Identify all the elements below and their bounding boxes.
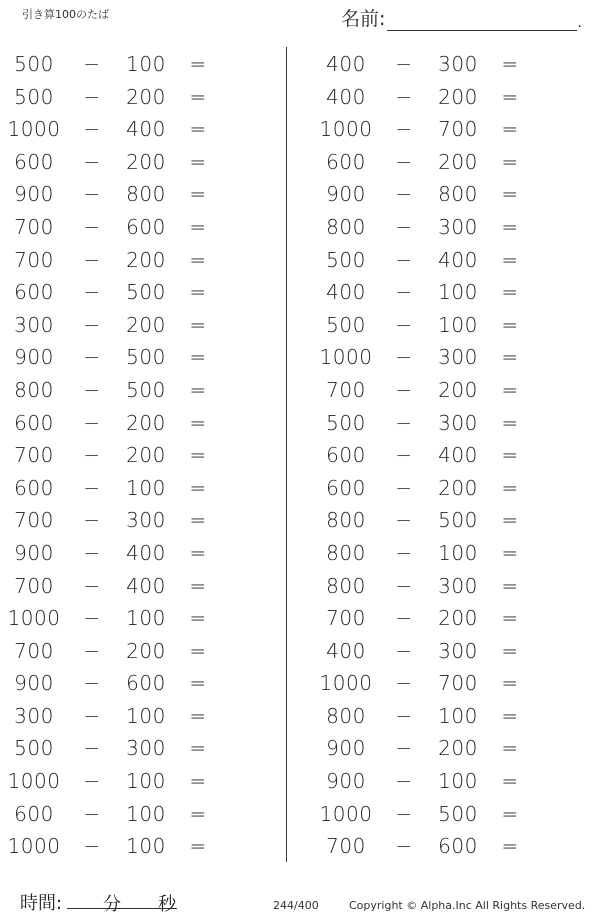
equals-sign: = — [189, 410, 207, 435]
equals-sign: = — [501, 671, 519, 696]
minuend: 700 — [14, 214, 54, 239]
problem-row — [312, 341, 600, 374]
minuend: 700 — [326, 606, 366, 631]
problem-row — [0, 113, 290, 146]
problem-row — [0, 81, 290, 114]
minus-sign: − — [395, 508, 413, 533]
equals-sign: = — [189, 703, 207, 728]
minuend: 400 — [326, 280, 366, 305]
minuend: 700 — [14, 573, 54, 598]
minus-sign: − — [395, 84, 413, 109]
problem-row — [0, 211, 290, 244]
name-area — [341, 4, 582, 31]
subtrahend: 200 — [126, 149, 166, 174]
subtrahend: 500 — [126, 345, 166, 370]
subtrahend: 200 — [126, 443, 166, 468]
subtrahend: 400 — [126, 540, 166, 565]
minuend: 800 — [326, 540, 366, 565]
problem-row — [0, 244, 290, 277]
minus-sign: − — [83, 312, 101, 337]
subtrahend: 300 — [438, 573, 478, 598]
minus-sign: − — [83, 214, 101, 239]
problem-row — [312, 113, 600, 146]
minuend: 800 — [326, 214, 366, 239]
problem-row — [312, 537, 600, 570]
equals-sign: = — [501, 117, 519, 142]
problem-row — [0, 178, 290, 211]
minuend: 800 — [326, 573, 366, 598]
subtrahend: 400 — [126, 573, 166, 598]
minuend: 400 — [326, 638, 366, 663]
minuend: 500 — [326, 247, 366, 272]
minuend: 600 — [14, 475, 54, 500]
subtrahend: 100 — [126, 52, 166, 76]
minus-sign: − — [83, 410, 101, 435]
minuend: 1000 — [319, 671, 373, 696]
minus-sign: − — [395, 834, 413, 859]
equals-sign: = — [501, 182, 519, 207]
minus-sign: − — [83, 769, 101, 794]
subtrahend: 200 — [438, 377, 478, 402]
problem-row — [312, 798, 600, 831]
subtrahend: 500 — [438, 508, 478, 533]
time-label: 時間: — [20, 893, 63, 914]
problem-row — [312, 244, 600, 277]
minus-sign: − — [83, 247, 101, 272]
equals-sign: = — [501, 312, 519, 337]
minuend: 800 — [14, 377, 54, 402]
problem-row — [0, 732, 290, 765]
subtrahend: 200 — [126, 638, 166, 663]
minuend: 500 — [14, 736, 54, 761]
minus-sign: − — [83, 834, 101, 859]
minus-sign: − — [83, 280, 101, 305]
minuend: 900 — [326, 182, 366, 207]
minus-sign: − — [395, 149, 413, 174]
subtrahend: 300 — [438, 638, 478, 663]
equals-sign: = — [501, 736, 519, 761]
subtrahend: 600 — [126, 671, 166, 696]
minus-sign: − — [395, 443, 413, 468]
equals-sign: = — [501, 52, 519, 76]
equals-sign: = — [501, 377, 519, 402]
subtrahend: 100 — [438, 769, 478, 794]
subtrahend: 300 — [438, 345, 478, 370]
equals-sign: = — [189, 345, 207, 370]
minus-sign: − — [395, 247, 413, 272]
equals-sign: = — [501, 508, 519, 533]
problem-row — [312, 211, 600, 244]
minus-sign: − — [395, 410, 413, 435]
problem-row — [0, 146, 290, 179]
minus-sign: − — [395, 638, 413, 663]
problem-row — [0, 374, 290, 407]
problem-row — [312, 48, 600, 81]
problem-row — [0, 276, 290, 309]
equals-sign: = — [189, 312, 207, 337]
equals-sign: = — [501, 247, 519, 272]
minuend: 800 — [326, 703, 366, 728]
minuend: 900 — [326, 736, 366, 761]
minus-sign: − — [395, 475, 413, 500]
equals-sign: = — [501, 345, 519, 370]
minuend: 600 — [326, 475, 366, 500]
minus-sign: − — [395, 280, 413, 305]
subtrahend: 300 — [438, 410, 478, 435]
minuend: 900 — [326, 769, 366, 794]
minuend: 900 — [14, 182, 54, 207]
minus-sign: − — [395, 117, 413, 142]
equals-sign: = — [189, 149, 207, 174]
subtrahend: 200 — [126, 410, 166, 435]
minuend: 700 — [14, 443, 54, 468]
problem-row — [0, 570, 290, 603]
subtrahend: 200 — [438, 84, 478, 109]
minus-sign: − — [83, 801, 101, 826]
subtrahend: 700 — [438, 117, 478, 142]
name-end-mark: . — [577, 15, 582, 31]
subtrahend: 100 — [126, 475, 166, 500]
minuend: 400 — [326, 52, 366, 76]
minuend: 700 — [14, 508, 54, 533]
minuend: 700 — [14, 638, 54, 663]
subtrahend: 100 — [438, 703, 478, 728]
minus-sign: − — [83, 475, 101, 500]
minus-sign: − — [83, 638, 101, 663]
minus-sign: − — [395, 540, 413, 565]
problem-row — [312, 472, 600, 505]
problem-row — [312, 178, 600, 211]
subtrahend: 800 — [126, 182, 166, 207]
subtrahend: 200 — [126, 312, 166, 337]
minuend: 700 — [326, 377, 366, 402]
minus-sign: − — [83, 345, 101, 370]
subtrahend: 600 — [438, 834, 478, 859]
equals-sign: = — [501, 834, 519, 859]
minus-sign: − — [395, 801, 413, 826]
equals-sign: = — [501, 638, 519, 663]
minuend: 1000 — [319, 117, 373, 142]
equals-sign: = — [189, 214, 207, 239]
problem-row — [312, 276, 600, 309]
problem-row — [0, 504, 290, 537]
problem-row — [312, 570, 600, 603]
minuend: 1000 — [7, 606, 61, 631]
minuend: 300 — [14, 703, 54, 728]
equals-sign: = — [189, 377, 207, 402]
minuend: 500 — [14, 84, 54, 109]
problem-row — [0, 700, 290, 733]
problem-row — [0, 635, 290, 668]
minuend: 1000 — [7, 769, 61, 794]
subtrahend: 500 — [126, 377, 166, 402]
minuend: 1000 — [319, 345, 373, 370]
minuend: 700 — [14, 247, 54, 272]
problem-row — [312, 146, 600, 179]
problem-row — [312, 374, 600, 407]
minus-sign: − — [395, 736, 413, 761]
subtrahend: 200 — [438, 475, 478, 500]
minuend: 1000 — [319, 801, 373, 826]
minus-sign: − — [395, 377, 413, 402]
equals-sign: = — [501, 703, 519, 728]
problem-row — [0, 439, 290, 472]
subtrahend: 700 — [438, 671, 478, 696]
equals-sign: = — [189, 736, 207, 761]
equals-sign: = — [501, 573, 519, 598]
left-problem-column — [0, 48, 290, 863]
minus-sign: − — [83, 508, 101, 533]
equals-sign: = — [501, 475, 519, 500]
subtrahend: 400 — [438, 443, 478, 468]
name-label: 名前: — [341, 8, 386, 30]
equals-sign: = — [189, 84, 207, 109]
minuend: 500 — [14, 52, 54, 76]
problem-row — [312, 635, 600, 668]
equals-sign: = — [501, 443, 519, 468]
minus-sign: − — [83, 736, 101, 761]
subtrahend: 100 — [126, 834, 166, 859]
minus-sign: − — [83, 540, 101, 565]
equals-sign: = — [189, 540, 207, 565]
problem-row — [312, 439, 600, 472]
minuend: 900 — [14, 540, 54, 565]
equals-sign: = — [501, 606, 519, 631]
equals-sign: = — [189, 443, 207, 468]
problem-row — [312, 504, 600, 537]
minus-sign: − — [83, 149, 101, 174]
minuend: 400 — [326, 84, 366, 109]
problem-row — [0, 472, 290, 505]
equals-sign: = — [189, 834, 207, 859]
subtrahend: 100 — [126, 703, 166, 728]
minuend: 600 — [326, 149, 366, 174]
subtrahend: 500 — [126, 280, 166, 305]
subtrahend: 800 — [438, 182, 478, 207]
subtrahend: 200 — [126, 84, 166, 109]
second-label: 秒 — [158, 894, 176, 915]
problem-row — [0, 407, 290, 440]
subtrahend: 200 — [438, 736, 478, 761]
problem-row — [0, 48, 290, 81]
minuend: 500 — [326, 410, 366, 435]
subtrahend: 300 — [438, 214, 478, 239]
minus-sign: − — [83, 182, 101, 207]
minuend: 800 — [326, 508, 366, 533]
minuend: 300 — [14, 312, 54, 337]
subtrahend: 100 — [438, 312, 478, 337]
equals-sign: = — [501, 801, 519, 826]
equals-sign: = — [501, 769, 519, 794]
minus-sign: − — [395, 214, 413, 239]
equals-sign: = — [189, 52, 207, 76]
subtrahend: 400 — [126, 117, 166, 142]
minus-sign: − — [83, 573, 101, 598]
equals-sign: = — [189, 182, 207, 207]
subtrahend: 300 — [126, 508, 166, 533]
minus-sign: − — [83, 671, 101, 696]
minuend: 1000 — [7, 834, 61, 859]
problem-row — [312, 602, 600, 635]
problem-row — [0, 667, 290, 700]
subtrahend: 100 — [126, 606, 166, 631]
minus-sign: − — [395, 182, 413, 207]
subtrahend: 200 — [438, 606, 478, 631]
problem-row — [0, 309, 290, 342]
problem-row — [0, 537, 290, 570]
copyright-text: Copyright © Alpha.Inc All Rights Reserved. — [349, 899, 586, 912]
problem-row — [312, 667, 600, 700]
minuend: 600 — [14, 801, 54, 826]
minus-sign: − — [83, 52, 101, 76]
minuend: 600 — [326, 443, 366, 468]
subtrahend: 100 — [126, 769, 166, 794]
minus-sign: − — [395, 312, 413, 337]
problem-row — [312, 700, 600, 733]
minuend: 500 — [326, 312, 366, 337]
equals-sign: = — [189, 117, 207, 142]
equals-sign: = — [189, 606, 207, 631]
minus-sign: − — [83, 443, 101, 468]
subtrahend: 600 — [126, 214, 166, 239]
minus-sign: − — [395, 606, 413, 631]
problem-row — [0, 341, 290, 374]
subtrahend: 100 — [126, 801, 166, 826]
subtrahend: 500 — [438, 801, 478, 826]
problem-row — [0, 798, 290, 831]
minus-sign: − — [395, 769, 413, 794]
column-divider — [286, 47, 287, 862]
subtrahend: 200 — [438, 149, 478, 174]
minus-sign: − — [395, 52, 413, 76]
equals-sign: = — [501, 410, 519, 435]
page-number: 244/400 — [273, 899, 319, 912]
minuend: 900 — [14, 671, 54, 696]
equals-sign: = — [189, 671, 207, 696]
problem-row — [0, 765, 290, 798]
minus-sign: − — [395, 703, 413, 728]
subtrahend: 300 — [126, 736, 166, 761]
equals-sign: = — [501, 214, 519, 239]
minus-sign: − — [83, 703, 101, 728]
equals-sign: = — [189, 475, 207, 500]
minus-sign: − — [83, 117, 101, 142]
minuend: 600 — [14, 410, 54, 435]
subtrahend: 200 — [126, 247, 166, 272]
equals-sign: = — [189, 769, 207, 794]
equals-sign: = — [501, 280, 519, 305]
minuend: 600 — [14, 149, 54, 174]
problem-row — [312, 732, 600, 765]
equals-sign: = — [501, 84, 519, 109]
subtrahend: 400 — [438, 247, 478, 272]
problem-row — [0, 830, 290, 863]
subtrahend: 100 — [438, 280, 478, 305]
equals-sign: = — [189, 280, 207, 305]
minuend: 600 — [14, 280, 54, 305]
minuend: 1000 — [7, 117, 61, 142]
equals-sign: = — [189, 247, 207, 272]
minuend: 900 — [14, 345, 54, 370]
equals-sign: = — [189, 638, 207, 663]
minus-sign: − — [83, 606, 101, 631]
subtrahend: 100 — [438, 540, 478, 565]
problem-row — [0, 602, 290, 635]
right-problem-column — [312, 48, 600, 863]
minute-label: 分 — [103, 894, 121, 915]
minus-sign: − — [395, 671, 413, 696]
problem-row — [312, 407, 600, 440]
equals-sign: = — [501, 149, 519, 174]
problem-row — [312, 765, 600, 798]
subtrahend: 300 — [438, 52, 478, 76]
minus-sign: − — [395, 573, 413, 598]
equals-sign: = — [189, 573, 207, 598]
problem-row — [312, 81, 600, 114]
problem-row — [312, 830, 600, 863]
equals-sign: = — [189, 801, 207, 826]
worksheet-title: 引き算100のたば — [22, 8, 109, 21]
minus-sign: − — [395, 345, 413, 370]
equals-sign: = — [189, 508, 207, 533]
minus-sign: − — [83, 377, 101, 402]
name-input-line[interactable] — [387, 10, 577, 31]
minuend: 700 — [326, 834, 366, 859]
problem-row — [312, 309, 600, 342]
equals-sign: = — [501, 540, 519, 565]
minus-sign: − — [83, 84, 101, 109]
